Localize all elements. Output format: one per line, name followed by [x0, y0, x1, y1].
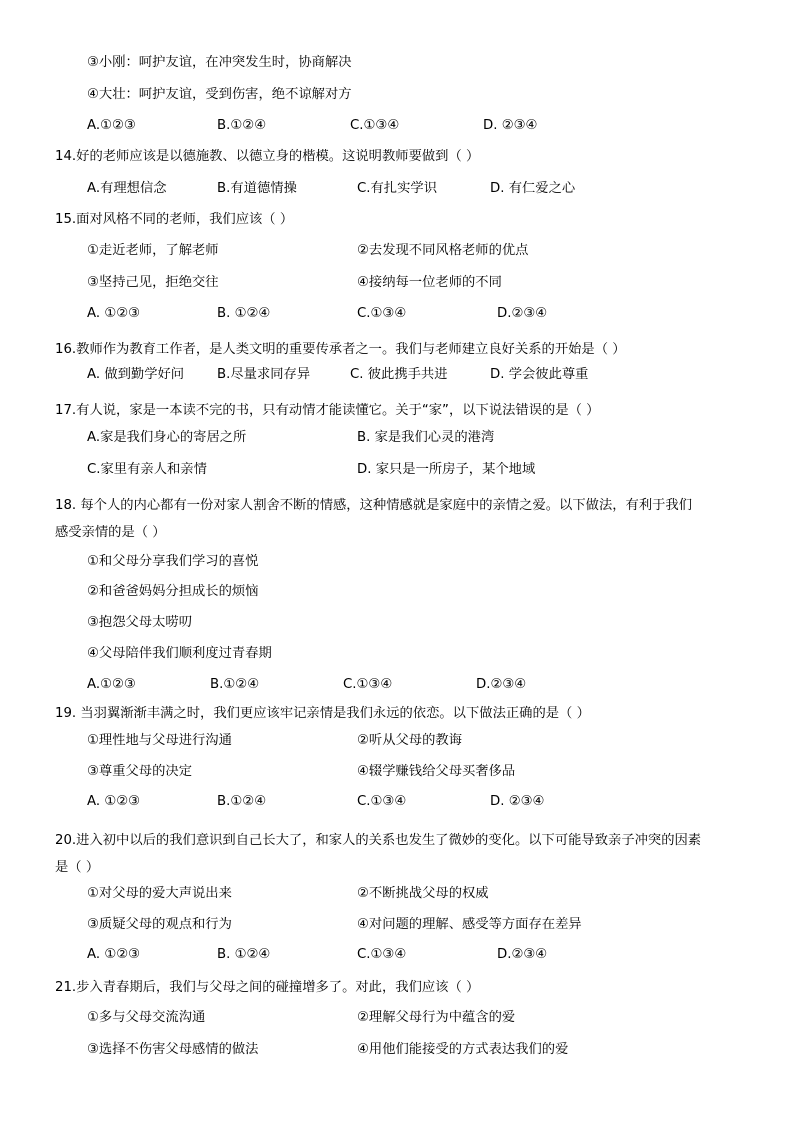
q16-stem: 16.教师作为教育工作者，是人类文明的重要传承者之一。我们与老师建立良好关系的开始是（ ） — [55, 342, 626, 357]
q13-choice-a: A.①②③ — [87, 118, 136, 133]
q20-option-2: ②不断挑战父母的权威 — [357, 886, 489, 901]
q14-choice-b: B.有道德情操 — [217, 181, 297, 196]
q13-choice-d: D. ②③④ — [483, 118, 538, 133]
q18-choice-d: D.②③④ — [476, 677, 527, 692]
q18-option-2: ②和爸爸妈妈分担成长的烦恼 — [87, 584, 259, 599]
q17-choice-d: D. 家只是一所房子，某个地域 — [357, 462, 536, 477]
q20-choice-b: B. ①②④ — [217, 947, 271, 962]
q14-stem: 14.好的老师应该是以德施教、以德立身的楷模。这说明教师要做到（ ） — [55, 149, 480, 164]
q21-stem: 21.步入青春期后，我们与父母之间的碰撞增多了。对此，我们应该（ ） — [55, 980, 480, 995]
q19-choice-b: B.①②④ — [217, 794, 267, 809]
q20-choice-a: A. ①②③ — [87, 947, 141, 962]
q20-choice-d: D.②③④ — [497, 947, 548, 962]
q14-choice-c: C.有扎实学识 — [357, 181, 437, 196]
q20-option-3: ③质疑父母的观点和行为 — [87, 917, 232, 932]
q19-option-4: ④辍学赚钱给父母买奢侈品 — [357, 764, 516, 779]
q18-choice-a: A.①②③ — [87, 677, 136, 692]
q15-option-3: ③坚持己见，拒绝交往 — [87, 275, 219, 290]
q15-option-1: ①走近老师，了解老师 — [87, 243, 219, 258]
q20-option-4: ④对问题的理解、感受等方面存在差异 — [357, 917, 582, 932]
q16-choice-a: A. 做到勤学好问 — [87, 367, 185, 382]
q18-option-4: ④父母陪伴我们顺利度过青春期 — [87, 646, 272, 661]
q20-option-1: ①对父母的爱大声说出来 — [87, 886, 232, 901]
q14-choice-a: A.有理想信念 — [87, 181, 167, 196]
q18-option-1: ①和父母分享我们学习的喜悦 — [87, 554, 259, 569]
q20-stem-line-2: 是（ ） — [55, 860, 100, 875]
q17-choice-a: A.家是我们身心的寄居之所 — [87, 430, 247, 445]
q15-choice-a: A. ①②③ — [87, 306, 141, 321]
q15-option-4: ④接纳每一位老师的不同 — [357, 275, 502, 290]
q19-choice-c: C.①③④ — [357, 794, 407, 809]
q18-choice-b: B.①②④ — [210, 677, 260, 692]
q21-option-2: ②理解父母行为中蕴含的爱 — [357, 1010, 516, 1025]
q16-choice-c: C. 彼此携手共进 — [350, 367, 448, 382]
q21-option-4: ④用他们能接受的方式表达我们的爱 — [357, 1042, 569, 1057]
q15-choice-b: B. ①②④ — [217, 306, 271, 321]
q19-option-3: ③尊重父母的决定 — [87, 764, 192, 779]
q19-stem: 19. 当羽翼渐渐丰满之时，我们更应该牢记亲情是我们永远的依恋。以下做法正确的是（ ） — [55, 706, 590, 721]
q15-option-2: ②去发现不同风格老师的优点 — [357, 243, 529, 258]
q18-choice-c: C.①③④ — [343, 677, 393, 692]
q18-option-3: ③抱怨父母太唠叨 — [87, 615, 192, 630]
q13-choice-b: B.①②④ — [217, 118, 267, 133]
q15-choice-d: D.②③④ — [497, 306, 548, 321]
q19-choice-a: A. ①②③ — [87, 794, 141, 809]
q14-choice-d: D. 有仁爱之心 — [490, 181, 576, 196]
q19-option-1: ①理性地与父母进行沟通 — [87, 733, 232, 748]
q21-option-1: ①多与父母交流沟通 — [87, 1010, 206, 1025]
q18-stem-line-2: 感受亲情的是（ ） — [55, 525, 166, 540]
q19-choice-d: D. ②③④ — [490, 794, 545, 809]
q13-option-3: ③小刚：呵护友谊，在冲突发生时，协商解决 — [87, 55, 352, 70]
q17-choice-c: C.家里有亲人和亲情 — [87, 462, 207, 477]
q17-choice-b: B. 家是我们心灵的港湾 — [357, 430, 495, 445]
q16-choice-d: D. 学会彼此尊重 — [490, 367, 589, 382]
q15-stem: 15.面对风格不同的老师，我们应该（ ） — [55, 212, 294, 227]
q17-stem: 17.有人说，家是一本读不完的书，只有动情才能读懂它。关于“家”，以下说法错误的是（ ） — [55, 403, 600, 418]
q20-stem-line-1: 20.进入初中以后的我们意识到自己长大了，和家人的关系也发生了微妙的变化。以下可能导致亲子冲突的因素 — [55, 833, 702, 848]
q16-choice-b: B.尽量求同存异 — [217, 367, 311, 382]
q21-option-3: ③选择不伤害父母感情的做法 — [87, 1042, 259, 1057]
q19-option-2: ②听从父母的教诲 — [357, 733, 462, 748]
q18-stem-line-1: 18. 每个人的内心都有一份对家人割舍不断的情感，这种情感就是家庭中的亲情之爱。以下做法，有利于我们 — [55, 498, 693, 513]
q15-choice-c: C.①③④ — [357, 306, 407, 321]
q13-choice-c: C.①③④ — [350, 118, 400, 133]
q20-choice-c: C.①③④ — [357, 947, 407, 962]
q13-option-4: ④大壮：呵护友谊，受到伤害，绝不谅解对方 — [87, 87, 352, 102]
